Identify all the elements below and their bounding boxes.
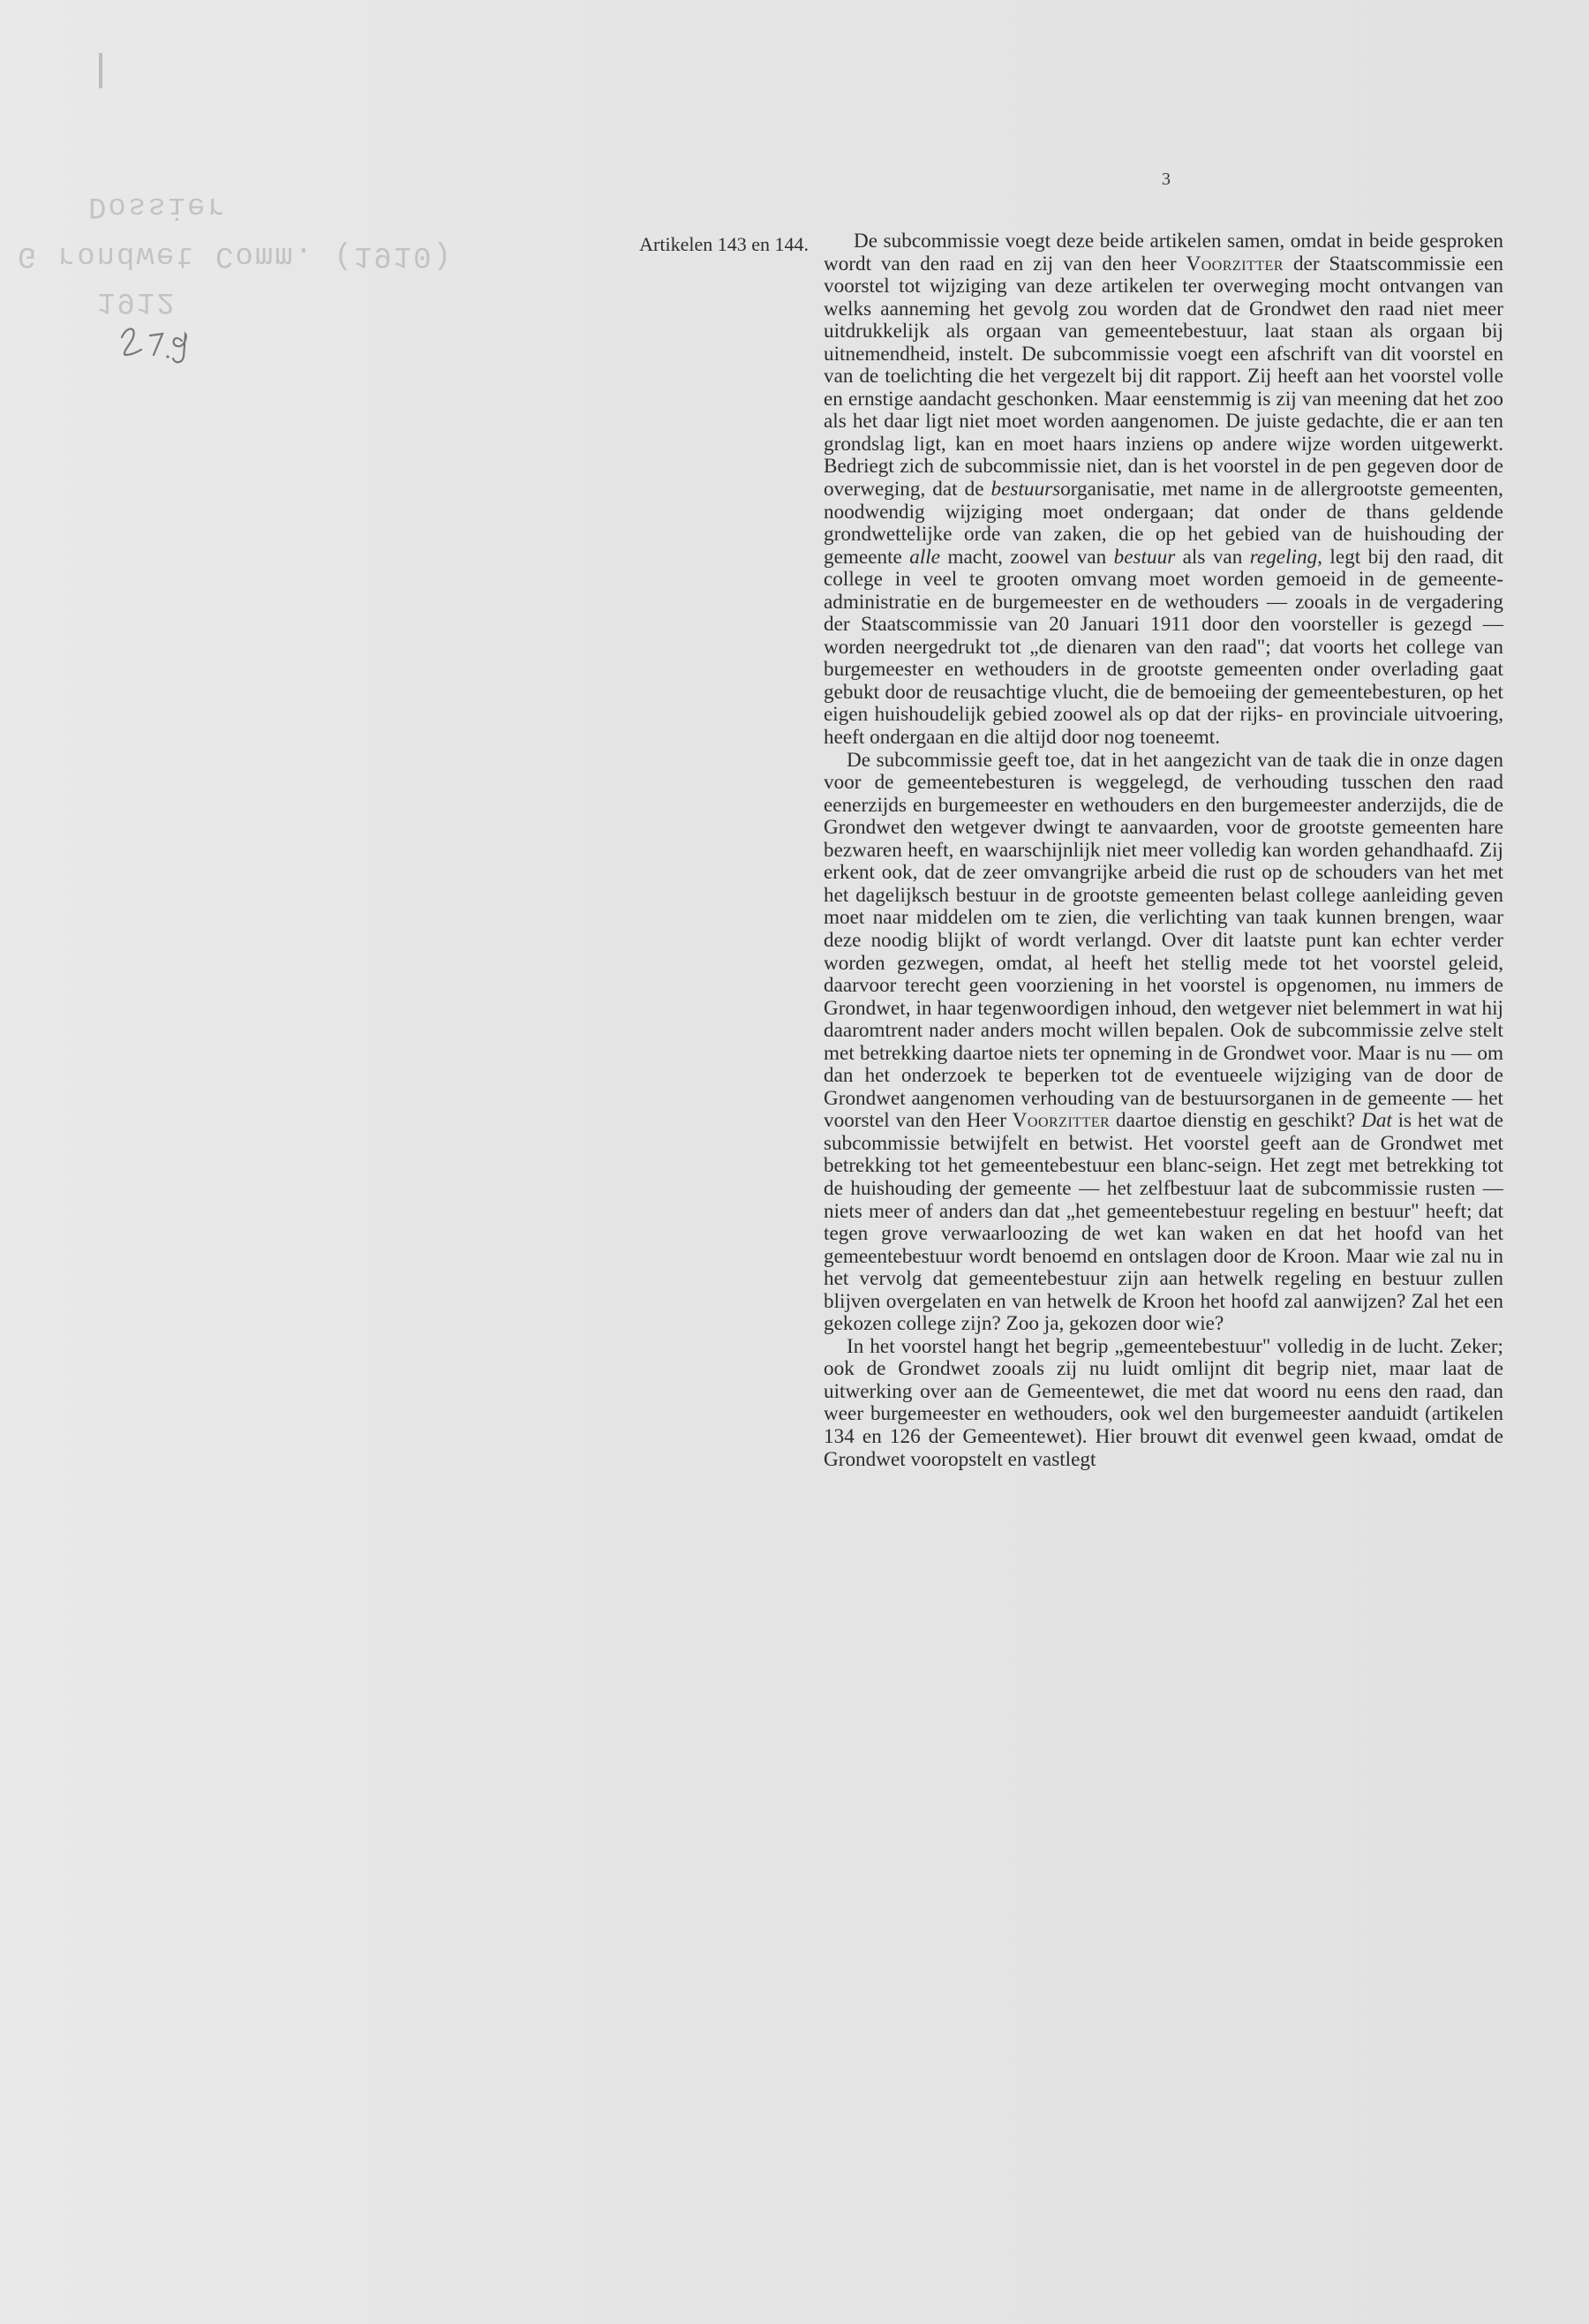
- margin-note-articles: Artikelen 143 en 144.: [639, 233, 809, 255]
- paragraph: [824, 230, 1503, 750]
- stamp-dossier: Dossier: [88, 189, 227, 223]
- emphasis-text: bestuurs: [990, 478, 1061, 502]
- text-run: In het voorstel hangt het begrip „gemeentebestuur" volledig in de lucht. Zeker; ook de Grondwet zooals zij nu luidt omlijnt dit begrip niet, maar laat de uitwerking over aan de Gemeentewet, die met dat woord nu eens den raad, dan weer burgemeester en wethouders, ook wel den burgemeester aanduidt (artikelen 134 en 126 der Gemeentewet). Hier brouwt dit evenwel geen kwaad, omdat de Grondwet vooropstelt en vastlegt: [824, 1334, 1503, 1471]
- stamp-year: 1912: [97, 284, 177, 318]
- text-run: , legt bij den raad, dit college in veel te grooten omvang moet worden gemoeid in de gemeente-administratie en de burgemeester en de wethouders — zooals in de vergadering der Staatscommissie van 20 Januari 1911 door den voorsteller is gezegd — worden neergedrukt tot „de dienaren van den raad"; dat voorts het college van burgemeester en wethouders in de grootste gemeenten onder overlading gaat gebukt door de reusachtige vlucht, die de bemoeiing der gemeentebesturen, op het eigen huishoudelijk gebied zoowel als op dat der rijks- en provinciale uitvoering, heeft ondergaan en die altijd door nog toeneemt.: [824, 545, 1504, 750]
- emphasis-text: Dat: [1361, 1109, 1392, 1133]
- emphasis-text: regeling: [1249, 545, 1318, 569]
- stamp-commission: G rondwet Comm. (1910): [18, 238, 453, 272]
- text-run: als van: [1175, 545, 1250, 569]
- bleed-through-stamp: [18, 141, 453, 318]
- small-caps-name: Voorzitter: [1012, 1109, 1111, 1133]
- scan-artifact-line: [99, 53, 102, 88]
- small-caps-name: Voorzitter: [1186, 252, 1284, 275]
- body-text: [824, 230, 1503, 1471]
- text-run: De subcommissie voegt deze beide artikelen samen, omdat in beide gesproken wordt van den raad en zij van den heer: [824, 230, 1503, 275]
- pencil-annotation: [115, 318, 221, 367]
- paragraph: [824, 750, 1503, 1336]
- text-run: De subcommissie geeft toe, dat in het aangezicht van de taak die in onze dagen voor de gemeentebesturen is weggelegd, de verhouding tusschen den raad eenerzijds en burgemeester en wethouders en den burgemeester anderzijds, die de Grondwet den wetgever dwingt te aanvaarden, voor de grootste gemeenten hare bezwaren heeft, en waarschijnlijk niet meer volledig kan worden gehandhaafd. Zij erkent ook, dat de zeer omvangrijke arbeid die rust op de schouders van het met het dagelijksch bestuur in de grootste gemeenten belast college aanleiding geven moet naar middelen om te zien, die verlichting van taak kunnen brengen, waar deze noodig blijkt of wordt verlangd. Over dit laatste punt kan echter verder worden gezwegen, omdat, al heeft het stellig mede tot het voorstel geleid, daarvoor terecht geen voorziening in het voorstel is opgenomen, nu immers de Grondwet, in haar tegenwoordigen inhoud, den wetgever niet belemmert in wat hij daaromtrent nader anders mocht willen bepalen. Ook de subcommissie zelve stelt met betrekking daartoe niets ter opneming in de Grondwet voor. Maar is nu — om dan het onderzoek te beperken tot de eventueele wijziging van de door de Grondwet aangenomen verhouding van de bestuursorganen in de gemeente — het voorstel van den Heer: [824, 748, 1503, 1133]
- text-run: macht, zoowel van: [940, 545, 1114, 569]
- text-run: is het wat de subcommissie betwijfelt en betwist. Het voorstel geeft aan de Grondwet met betrekking tot het gemeentebestuur een blanc-seign. Het zegt met betrekking tot de huishouding der gemeente — het zelfbestuur laat de subcommissie rusten — niets meer of anders dan dat „het gemeentebestuur regeling en bestuur" heeft; dat tegen grove verwaarloozing de wet kan waken en dat het hoofd van het gemeentebestuur wordt benoemd en ontslagen door de Kroon. Maar wie zal nu in het vervolg dat gemeentebestuur zijn aan hetwelk regeling en bestuur zullen blijven overgelaten en van hetwelk de Kroon het hoofd zal aanwijzen? Zal het een gekozen college zijn? Zoo ja, gekozen door wie?: [824, 1109, 1503, 1336]
- text-run: organisatie, met name in de allergrootste gemeenten, noodwendig wijziging moet ondergaan; dat onder de thans geldende grondwettelijke orde van zaken, die op het gebied van de huishouding der gemeente: [824, 478, 1503, 569]
- emphasis-text: alle: [909, 545, 941, 569]
- emphasis-text: bestuur: [1113, 545, 1176, 569]
- page-number: 3: [1162, 170, 1171, 189]
- text-run: der Staatscommissie een voorstel tot wijziging van deze artikelen ter overweging mocht ontvangen van welks aanneming het gevolg zou worden dat de Grondwet den raad niet meer uitdrukkelijk als orgaan van gemeentebestuur, laat staan als orgaan bij uitnemendheid, instelt. De subcommissie voegt een afschrift van dit voorstel en van de toelichting die het vergezelt bij dit rapport. Zij heeft aan het voorstel volle en ernstige aandacht geschonken. Maar eenstemmig is zij van meening dat het zoo als het daar ligt niet moet worden aangenomen. De juiste gedachte, die er aan ten grondslag ligt, kan en moet haars inziens op andere wijze worden uitgewerkt. Bedriegt zich de subcommissie niet, dan is het voorstel in de pen gegeven door de overweging, dat de: [824, 252, 1503, 502]
- paragraph: [824, 1336, 1503, 1471]
- text-run: daartoe dienstig en geschikt?: [1110, 1109, 1362, 1133]
